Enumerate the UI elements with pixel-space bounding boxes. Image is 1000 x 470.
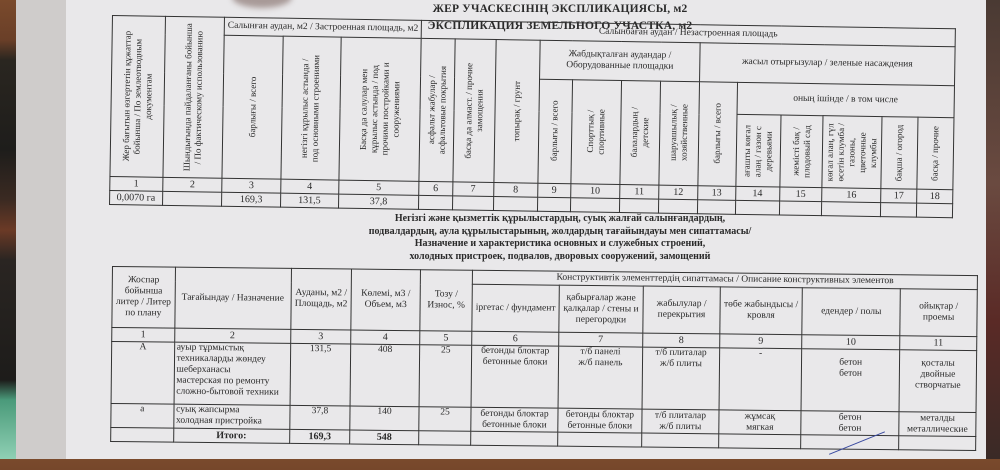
purpose-ru: мастерская по ремонту сложно-бытовой техники bbox=[176, 375, 279, 398]
colnum: 14 bbox=[735, 186, 779, 201]
colnum: 10 bbox=[570, 184, 620, 199]
text: бетон bbox=[839, 357, 863, 368]
text: т/б плиталар bbox=[654, 410, 707, 421]
header-liter: Жоспар бойынша литер / Литер по плану bbox=[112, 267, 175, 329]
cell-empty bbox=[418, 431, 471, 446]
land-explication-table bbox=[109, 15, 956, 218]
header-col16: көгал алаң, гүл өсетін клумба / газоны, цветочные клумбы bbox=[822, 116, 882, 189]
colnum: 3 bbox=[222, 178, 280, 193]
header-col17: бақша / огород bbox=[881, 117, 918, 190]
header-col18: басқа / прочие bbox=[917, 117, 954, 190]
cell-floors bbox=[801, 349, 900, 412]
title-ru: ЭКСПЛИКАЦИЯ ЗЕМЕЛЬНОГО УЧАСТКА, м2 bbox=[427, 20, 693, 32]
cell bbox=[570, 198, 620, 213]
header-openings: ойықтар / проемы bbox=[900, 289, 977, 337]
header-col12: шаруашылық / хозяйственные bbox=[659, 81, 700, 186]
colnum: 11 bbox=[900, 336, 977, 351]
cell-empty bbox=[642, 433, 719, 448]
purpose-kz: ауыр тұрмыстық техникаларды жөндеу шеберханасы bbox=[176, 342, 266, 376]
header-equipped-group: Жабдықталған аудандар / Оборудованные площадки bbox=[540, 40, 701, 81]
colnum: 18 bbox=[917, 189, 953, 204]
cell bbox=[881, 203, 917, 218]
section-subtitle bbox=[240, 213, 880, 263]
cell bbox=[418, 195, 452, 210]
text: створчатые bbox=[915, 380, 961, 391]
purpose-ru: холодная пристройка bbox=[175, 415, 262, 427]
text: ж/б плиты bbox=[659, 421, 702, 432]
colnum: 8 bbox=[643, 333, 720, 348]
colnum: 4 bbox=[280, 179, 338, 194]
colnum: 9 bbox=[538, 183, 571, 198]
subtitle-line: холодных пристроек, подвалов, дворовых сооружений, замощений bbox=[409, 250, 711, 262]
header-col8: топырақ / грунт bbox=[493, 40, 540, 184]
subtitle-line: Назначение и характеристика основных и служебных строений, bbox=[414, 238, 706, 249]
header-overlaps: жабылулар / перекрытия bbox=[643, 286, 720, 334]
cell-empty bbox=[471, 431, 557, 446]
colnum: 1 bbox=[112, 328, 175, 343]
cell-foundation bbox=[471, 345, 558, 408]
text: ж/б плиты bbox=[659, 358, 702, 370]
purpose-kz: суық жапсырма bbox=[176, 404, 240, 416]
title-kz: ЖЕР УЧАСКЕСІНІҢ ЭКСПЛИКАЦИЯСЫ, м2 bbox=[432, 3, 688, 15]
total-label: Итого: bbox=[173, 428, 289, 443]
colnum: 6 bbox=[472, 331, 558, 346]
colnum: 11 bbox=[620, 184, 659, 199]
cell-actual-use bbox=[162, 191, 222, 206]
text: бетонные блоки bbox=[567, 420, 633, 431]
cell bbox=[493, 197, 538, 212]
cell-liter: А bbox=[111, 342, 174, 405]
cell-other-buildings: 37,8 bbox=[338, 194, 418, 209]
header-col9: барлығы / всего bbox=[538, 79, 572, 184]
cell-land-docs: 0,0070 га bbox=[110, 190, 163, 205]
colnum: 5 bbox=[339, 180, 419, 195]
text: т/б панелі bbox=[580, 346, 621, 358]
total-area: 169,3 bbox=[289, 429, 350, 444]
cell bbox=[916, 203, 952, 218]
cell bbox=[538, 197, 571, 212]
cell-overlaps bbox=[642, 347, 719, 410]
cell-empty bbox=[111, 427, 174, 442]
text: бетон bbox=[838, 423, 862, 434]
text: металды bbox=[920, 413, 955, 424]
text: - bbox=[758, 348, 763, 359]
header-col5: Басқа да салулар мен құрылыс астында / под прочими постройками и сооружениями bbox=[339, 37, 421, 181]
header-col15: жемісті бақ / плодовый сад bbox=[780, 115, 824, 188]
cell-wear: 25 bbox=[419, 407, 472, 432]
header-constr-group: Конструктивтік элементтердің сипаттамасы / Описание конструктивных элементов bbox=[473, 270, 978, 290]
colnum: 13 bbox=[698, 186, 736, 201]
colnum: 6 bbox=[419, 181, 453, 196]
colnum: 2 bbox=[162, 177, 222, 192]
table-row-A bbox=[111, 342, 977, 413]
header-col14: ағашты көгал алаң / газон с деревьями bbox=[736, 114, 781, 187]
cell bbox=[658, 199, 697, 214]
header-col13: барлығы / всего bbox=[698, 82, 737, 187]
cell-walls bbox=[558, 408, 643, 433]
text: бетонды блоктар bbox=[565, 409, 635, 421]
colnum: 12 bbox=[659, 185, 698, 200]
colnum: 2 bbox=[174, 328, 290, 343]
cell-empty bbox=[899, 436, 976, 451]
text: бетонные блоки bbox=[482, 356, 548, 368]
cell bbox=[619, 198, 658, 213]
header-floors: едендер / полы bbox=[802, 288, 900, 336]
colnum: 16 bbox=[822, 188, 881, 203]
cell-area: 37,8 bbox=[289, 405, 350, 430]
subtitle-line: подвалдардың, аула құрылыстарының, жолдардың тағайындауы мен сипаттамасы/ bbox=[368, 225, 752, 237]
cell-openings bbox=[899, 412, 976, 437]
cell-volume: 408 bbox=[350, 344, 419, 407]
header-col2: Шындығында пайдаланғаны бойынша / По фактическому использованию bbox=[163, 16, 225, 178]
header-green-group: жасыл отырғызулар / зеленые насаждения bbox=[700, 43, 956, 86]
header-roof: төбе жабындысы / кровля bbox=[720, 287, 803, 335]
header-walls: қабырғалар және қалқалар / стены и перегородки bbox=[559, 285, 644, 333]
colnum: 5 bbox=[419, 331, 472, 346]
subtitle-line: Негізгі және қызметтік құрылыстардың, суық жалғай салынғандардың, bbox=[394, 213, 726, 224]
colnum: 1 bbox=[110, 176, 163, 191]
colnum: 3 bbox=[290, 329, 351, 344]
colnum: 4 bbox=[351, 330, 420, 345]
cell-overlaps bbox=[642, 409, 719, 434]
cell bbox=[452, 196, 493, 211]
colnum: 15 bbox=[779, 187, 822, 202]
header-col3: барлығы / всего bbox=[222, 35, 282, 179]
header-col11: балалардың / детские bbox=[620, 80, 661, 185]
text: бетонды блоктар bbox=[481, 345, 550, 357]
header-built-group: Салынған аудан, м2 / Застроенная площадь, м2 bbox=[225, 17, 422, 38]
colnum: 7 bbox=[452, 182, 493, 197]
text: бетонды блоктар bbox=[480, 408, 549, 420]
cell-wear: 25 bbox=[419, 345, 472, 408]
cell-roof bbox=[719, 348, 802, 411]
colnum: 10 bbox=[802, 335, 900, 350]
text: бетон bbox=[838, 412, 862, 423]
text: бетон bbox=[839, 368, 863, 379]
cell-main-buildings: 131,5 bbox=[280, 193, 338, 208]
header-col4: негізгі құрылыс астында / под основными строениями bbox=[281, 36, 341, 180]
header-including-group: оның ішінде / в том числе bbox=[737, 82, 955, 118]
header-col1: Жер бағытын өзгертетін құжаттар бойынша / По землеотводным документам bbox=[110, 16, 165, 178]
header-col6: асфальт жабулар / асфальтовые покрытия bbox=[419, 38, 455, 182]
cell-built-total: 169,3 bbox=[222, 192, 280, 207]
cell-empty bbox=[718, 434, 801, 449]
header-purpose: Тағайындау / Назначение bbox=[174, 267, 291, 329]
header-col7: басқа да алмаст. / прочие замощения bbox=[453, 39, 496, 183]
cell-foundation bbox=[471, 407, 558, 432]
cell-purpose bbox=[173, 404, 289, 429]
header-foundation: іргетас / фундамент bbox=[472, 284, 559, 332]
header-area: Ауданы, м2 / Площадь, м2 bbox=[291, 268, 352, 330]
cell-liter: а bbox=[111, 403, 174, 428]
buildings-characteristics-table bbox=[110, 266, 978, 451]
text: қосталы bbox=[921, 358, 955, 369]
text: ж/б панель bbox=[578, 357, 623, 369]
text: жұмсақ bbox=[744, 411, 776, 422]
text: двойные bbox=[920, 369, 956, 380]
total-volume: 548 bbox=[350, 430, 419, 445]
colnum: 17 bbox=[881, 189, 917, 204]
header-volume: Көлемі, м3 / Объем, м3 bbox=[351, 269, 420, 331]
header-unbuilt-group: Салынбаған аудан / Незастроенная площадь bbox=[421, 20, 955, 46]
text: т/б плиталар bbox=[655, 347, 707, 359]
text: бетонные блоки bbox=[482, 419, 547, 431]
cell-empty bbox=[557, 432, 642, 447]
colnum: 7 bbox=[558, 332, 643, 347]
cell-roof bbox=[719, 410, 802, 435]
text: металлические bbox=[906, 423, 968, 435]
cell-volume: 140 bbox=[350, 406, 419, 431]
colnum: 9 bbox=[719, 334, 802, 349]
cell-walls bbox=[558, 346, 643, 409]
cell-purpose bbox=[174, 342, 291, 405]
text: мягкая bbox=[746, 422, 774, 433]
header-col10: Спорттық / спортивные bbox=[570, 80, 621, 185]
header-wear: Тозу / Износ, % bbox=[420, 270, 473, 332]
cell-area: 131,5 bbox=[290, 343, 351, 406]
cell-openings bbox=[899, 350, 977, 413]
colnum: 8 bbox=[493, 183, 538, 198]
